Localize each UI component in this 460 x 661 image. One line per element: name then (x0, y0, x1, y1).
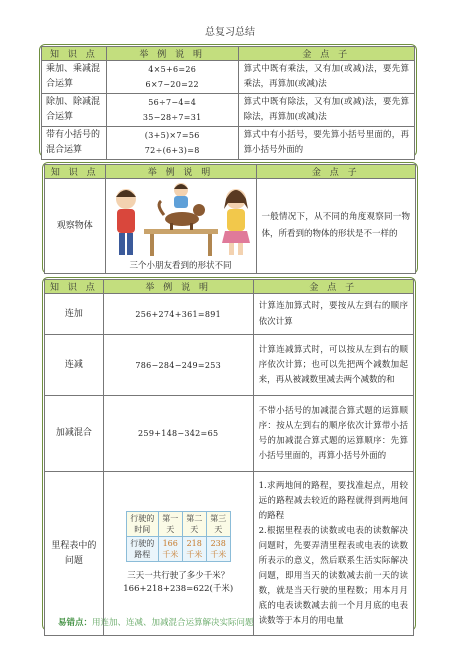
example-line: 56÷7−4=4 (148, 98, 197, 107)
example-line: 6×7−20=22 (145, 80, 199, 89)
header-example: 举 例 说 明 (105, 165, 256, 179)
mini-value: 166千米 (158, 537, 182, 562)
table-row (45, 335, 414, 396)
table-row (45, 294, 414, 335)
mini-value: 238千米 (206, 537, 230, 562)
table-row (45, 472, 414, 636)
example-line: 35−28÷7=31 (142, 113, 202, 122)
page-title: 总复习总结 (205, 27, 255, 38)
common-mistake-text: 用连加、连减、加减混合运算解决实际问题 (92, 618, 254, 628)
mini-header: 第一天 (158, 512, 182, 537)
answer-text: 166+218+238=622(千米) (123, 584, 234, 594)
tip-cell: 一般情况下，从不同的角度观察同一物体，所看到的物体的形状是不一样的 (256, 179, 416, 274)
header-tips: 金 点 子 (253, 280, 413, 294)
section2-table (44, 164, 416, 274)
topic-cell: 里程表中的问题 (45, 472, 104, 636)
header-example: 举 例 说 明 (103, 280, 253, 294)
topic-cell: 除加、除减混合运算 (42, 94, 107, 127)
header-example: 举 例 说 明 (106, 47, 238, 61)
tip-cell: 算式中既有乘法，又有加(或减)法，要先算乘法，再算加(或减)法 (238, 61, 414, 94)
topic-cell: 带有小括号的混合运算 (42, 127, 107, 160)
topic-cell: 观察物体 (45, 179, 106, 274)
mini-header: 行驶的时间 (126, 512, 158, 537)
example-cell: 256+274+361=891 (103, 294, 253, 335)
header-knowledge: 知 识 点 (45, 165, 106, 179)
tip-cell: 计算连加算式时，要按从左到右的顺序依次计算 (253, 294, 413, 335)
illustration-caption: 三个小朋友看到的形状不同 (129, 261, 232, 271)
table-row (45, 179, 416, 274)
header-knowledge: 知 识 点 (45, 280, 104, 294)
tip-cell: 计算连减算式时，可以按从左到右的顺序依次计算；也可以先把两个减数加起来，再从被减数里减去两个减数的和 (253, 335, 413, 396)
table-row (42, 94, 415, 127)
section1-table (41, 46, 415, 160)
table-row (42, 127, 415, 160)
mini-header: 第三天 (206, 512, 230, 537)
tip-cell: 算式中有小括号，要先算小括号里面的，再算小括号外面的 (238, 127, 414, 160)
common-mistake-label: 易错点： (58, 618, 93, 628)
tip-cell: 算式中既有除法，又有加(或减)法，要先算除法，再算加(或减)法 (238, 94, 414, 127)
topic-cell: 连减 (45, 335, 104, 396)
example-line: 4×5+6=26 (148, 65, 197, 74)
topic-cell: 连加 (45, 294, 104, 335)
section3-table (44, 279, 414, 636)
header-knowledge: 知 识 点 (42, 47, 107, 61)
table-row (45, 396, 414, 472)
common-mistake-note (58, 616, 254, 628)
tip-line: 2.根据里程表的读数或电表的读数解决问题时，先要弄清里程表或电表的读数所表示的意义，然后联系生活实际解决问题，即用当天的读数减去前一天的读数，就是当天行驶的里程数；用本月月底的电表读数减去前一个月月底的电表读数等于本月的用电量 (258, 525, 408, 626)
table-row (42, 61, 415, 94)
header-tips: 金 点 子 (256, 165, 416, 179)
mini-row-label: 行驶的路程 (126, 537, 158, 562)
mini-header: 第二天 (182, 512, 206, 537)
children-observing-illustration (106, 181, 256, 257)
example-cell: 259+148−342=65 (103, 396, 253, 472)
header-tips: 金 点 子 (238, 47, 414, 61)
tip-cell: 不带小括号的加减混合算式题的运算顺序：按从左到右的顺序依次计算带小括号的加减混合算式题的运算顺序：先算小括号里面的，再算小括号外面的 (253, 396, 413, 472)
mini-value: 218千米 (182, 537, 206, 562)
question-text: 三天一共行驶了多少千米？ (127, 571, 230, 581)
odometer-table (126, 511, 231, 562)
topic-cell: 加减混合 (45, 396, 104, 472)
example-line: 72÷(6+3)=8 (144, 146, 200, 155)
example-cell: 786−284−249=253 (103, 335, 253, 396)
tip-line: 1.求两地间的路程，要找准起点，用较远的路程减去较近的路程就得到两地间的路程 (258, 480, 408, 521)
topic-cell: 乘加、乘减混合运算 (42, 61, 107, 94)
example-line: (3+5)×7=56 (144, 131, 200, 140)
